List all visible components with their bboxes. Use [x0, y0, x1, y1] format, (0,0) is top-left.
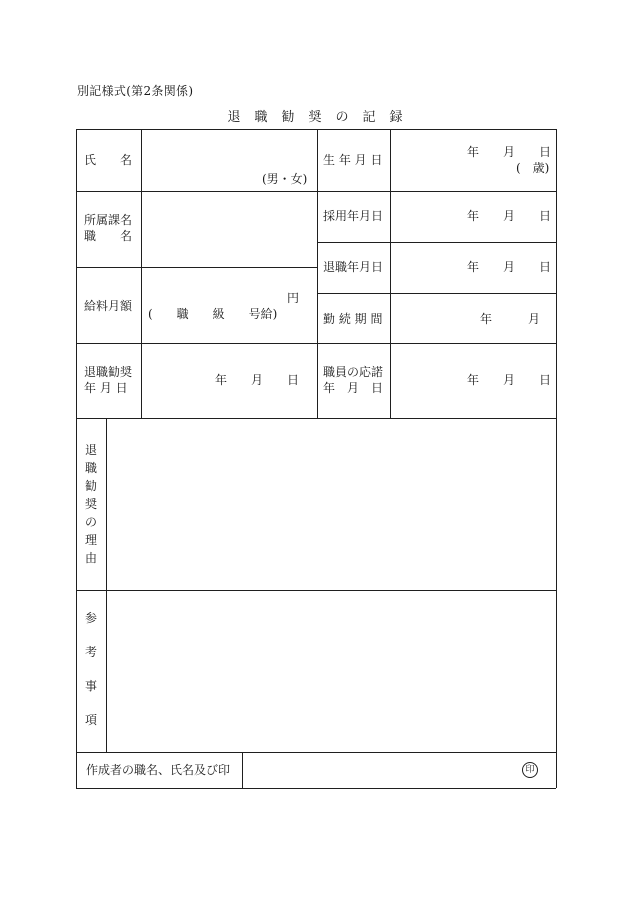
name-label: 氏 名 — [84, 153, 133, 167]
grade-field: ( 職 級 号給) — [148, 307, 278, 321]
notes-label: 参 考 事 項 — [84, 611, 97, 727]
retirement-date-field: 年 月 日 — [467, 260, 552, 274]
row-divider — [76, 191, 556, 192]
acceptance-date-label-2: 年 月 日 — [323, 381, 384, 395]
row-divider — [76, 267, 317, 268]
column-divider — [141, 129, 142, 418]
form-title: 退職勧奨の記録 — [227, 110, 417, 125]
table-border-right — [556, 129, 557, 788]
recommendation-reason-label: 退 職 勧 奨 の 理 由 — [84, 443, 97, 565]
recommendation-date-label: 退職勧奨 — [84, 365, 133, 379]
position-label: 職 名 — [84, 229, 133, 243]
hire-date-field: 年 月 日 — [467, 209, 552, 223]
gender-field: (男・女) — [262, 172, 308, 186]
column-divider — [390, 129, 391, 418]
row-divider — [317, 293, 556, 294]
author-label: 作成者の職名、氏名及び印 — [86, 763, 231, 777]
row-divider — [76, 418, 556, 419]
table-border-top — [76, 129, 556, 130]
recommendation-reason-area — [110, 425, 550, 583]
table-border-bottom — [76, 788, 556, 789]
acceptance-date-label: 職員の応諾 — [323, 365, 384, 379]
service-period-label: 勤 続 期 間 — [323, 312, 383, 326]
form-caption: 別記様式(第2条関係) — [77, 84, 194, 98]
service-period-field: 年 月 — [480, 312, 541, 326]
acceptance-date-field: 年 月 日 — [467, 373, 552, 387]
column-divider — [242, 752, 243, 788]
recommendation-date-field: 年 月 日 — [215, 373, 300, 387]
column-divider — [317, 129, 318, 418]
yen-unit: 円 — [287, 291, 300, 305]
notes-area — [110, 597, 550, 745]
table-border-left — [76, 129, 77, 788]
row-divider — [76, 590, 556, 591]
birth-date-label: 生 年 月 日 — [323, 153, 383, 167]
row-divider — [317, 242, 556, 243]
seal-icon: 印 — [522, 762, 538, 778]
birth-date-field: 年 月 日 — [467, 145, 552, 159]
row-divider — [76, 343, 556, 344]
hire-date-label: 採用年月日 — [323, 209, 384, 223]
salary-label: 給料月額 — [84, 299, 133, 313]
row-divider — [76, 752, 556, 753]
column-divider — [106, 418, 107, 752]
retirement-date-label: 退職年月日 — [323, 260, 384, 274]
age-field: ( 歳) — [516, 161, 550, 175]
department-label: 所属課名 — [84, 213, 133, 227]
recommendation-date-label-2: 年 月 日 — [84, 381, 128, 395]
